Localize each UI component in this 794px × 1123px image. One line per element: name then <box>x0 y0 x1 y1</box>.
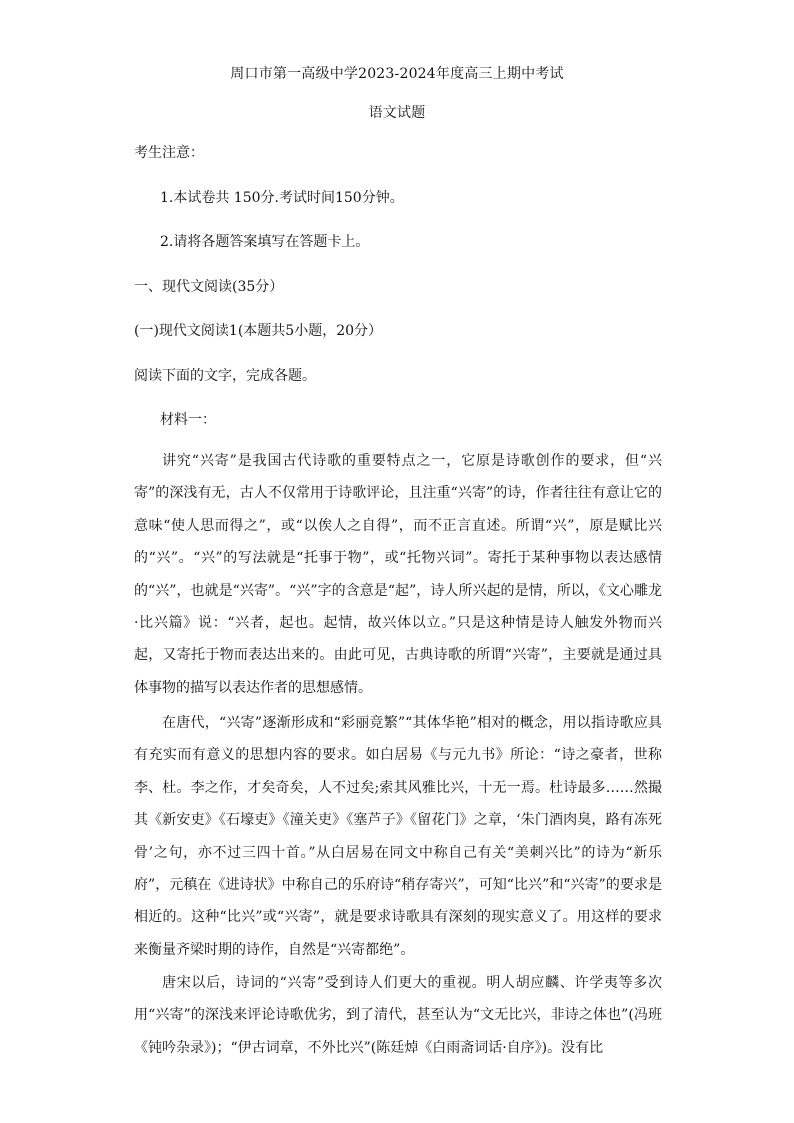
paragraph-1: 讲究“兴寄”是我国古代诗歌的重要特点之一，它原是诗歌创作的要求，但“兴寄”的深浅有无，古人不仅常用于诗歌评论，且注重“兴寄”的诗，作者往往有意让它的意味“使人思而得之”，或“以俟人之自得”，而不正言直述。所谓“兴”，原是赋比兴的“兴”。“兴”的写法就是“托事于物”，或“托物兴词”。寄托于某种事物以表达感情的“兴”，也就是“兴寄”。“兴”字的含意是“起”，诗人所兴起的是情，所以，《文心雕龙·比兴篇》说：“兴者，起也。起情，故兴体以立。”只是这种情是诗人触发外物而兴起，又寄托于物而表达出来的。由此可见，古典诗歌的所谓“兴寄”，主要就是通过具体事物的描写以表达作者的思想感情。 <box>134 453 662 696</box>
paragraph-2: 在唐代，“兴寄”逐渐形成和“彩丽竞繁”“其体华艳”相对的概念，用以指诗歌应具有充实而有意义的思想内容的要求。如白居易《与元九书》所论：“诗之豪者，世称李、杜。李之作，才矣奇矣，人不过矣;索其风雅比兴，十无一焉。杜诗最多……然撮其《新安吏》《石壕吏》《潼关吏》《塞芦子》《留花门》之章，‘朱门酒肉臭，路有冻死骨’之句，亦不过三四十首。”从白居易在同文中称自己有关“美刺兴比”的诗为“新乐府”，元稹在《进诗状》中称自己的乐府诗“稍存寄兴”，可知“比兴”和“兴寄”的要求是相近的。这种“比兴”或“兴寄”，就是要求诗歌具有深刻的现实意义了。用这样的要求来衡量齐梁时期的诗作，自然是“兴寄都绝”。 <box>134 715 662 958</box>
exam-subject: 语文试题 <box>368 105 426 121</box>
exam-title: 周口市第一高级中学2023-2024年度高三上期中考试 <box>230 66 564 82</box>
material-label: 材料一： <box>160 412 216 428</box>
instruction: 阅读下面的文字，完成各题。 <box>134 368 316 384</box>
notice-item-1: 1.本试卷共 150分.考试时间150分钟。 <box>160 190 404 206</box>
notice-heading: 考生注意： <box>134 145 204 161</box>
subsection-heading: (一)现代文阅读1(本题共5小题，20分） <box>134 323 383 339</box>
paragraph-3: 唐宋以后，诗词的“兴寄”受到诗人们更大的重视。明人胡应麟、许学夷等多次用“兴寄”的深浅来评论诗歌优劣，到了清代，甚至认为“文无比兴，非诗之体也”(冯班《钝吟杂录》)；“伊古词章，不外比兴”(陈廷焯《白雨斋词话·自序》)。没有比 <box>134 975 662 1056</box>
section-heading: 一、现代文阅读(35分） <box>134 279 284 295</box>
notice-item-2: 2.请将各题答案填写在答题卡上。 <box>160 234 370 250</box>
